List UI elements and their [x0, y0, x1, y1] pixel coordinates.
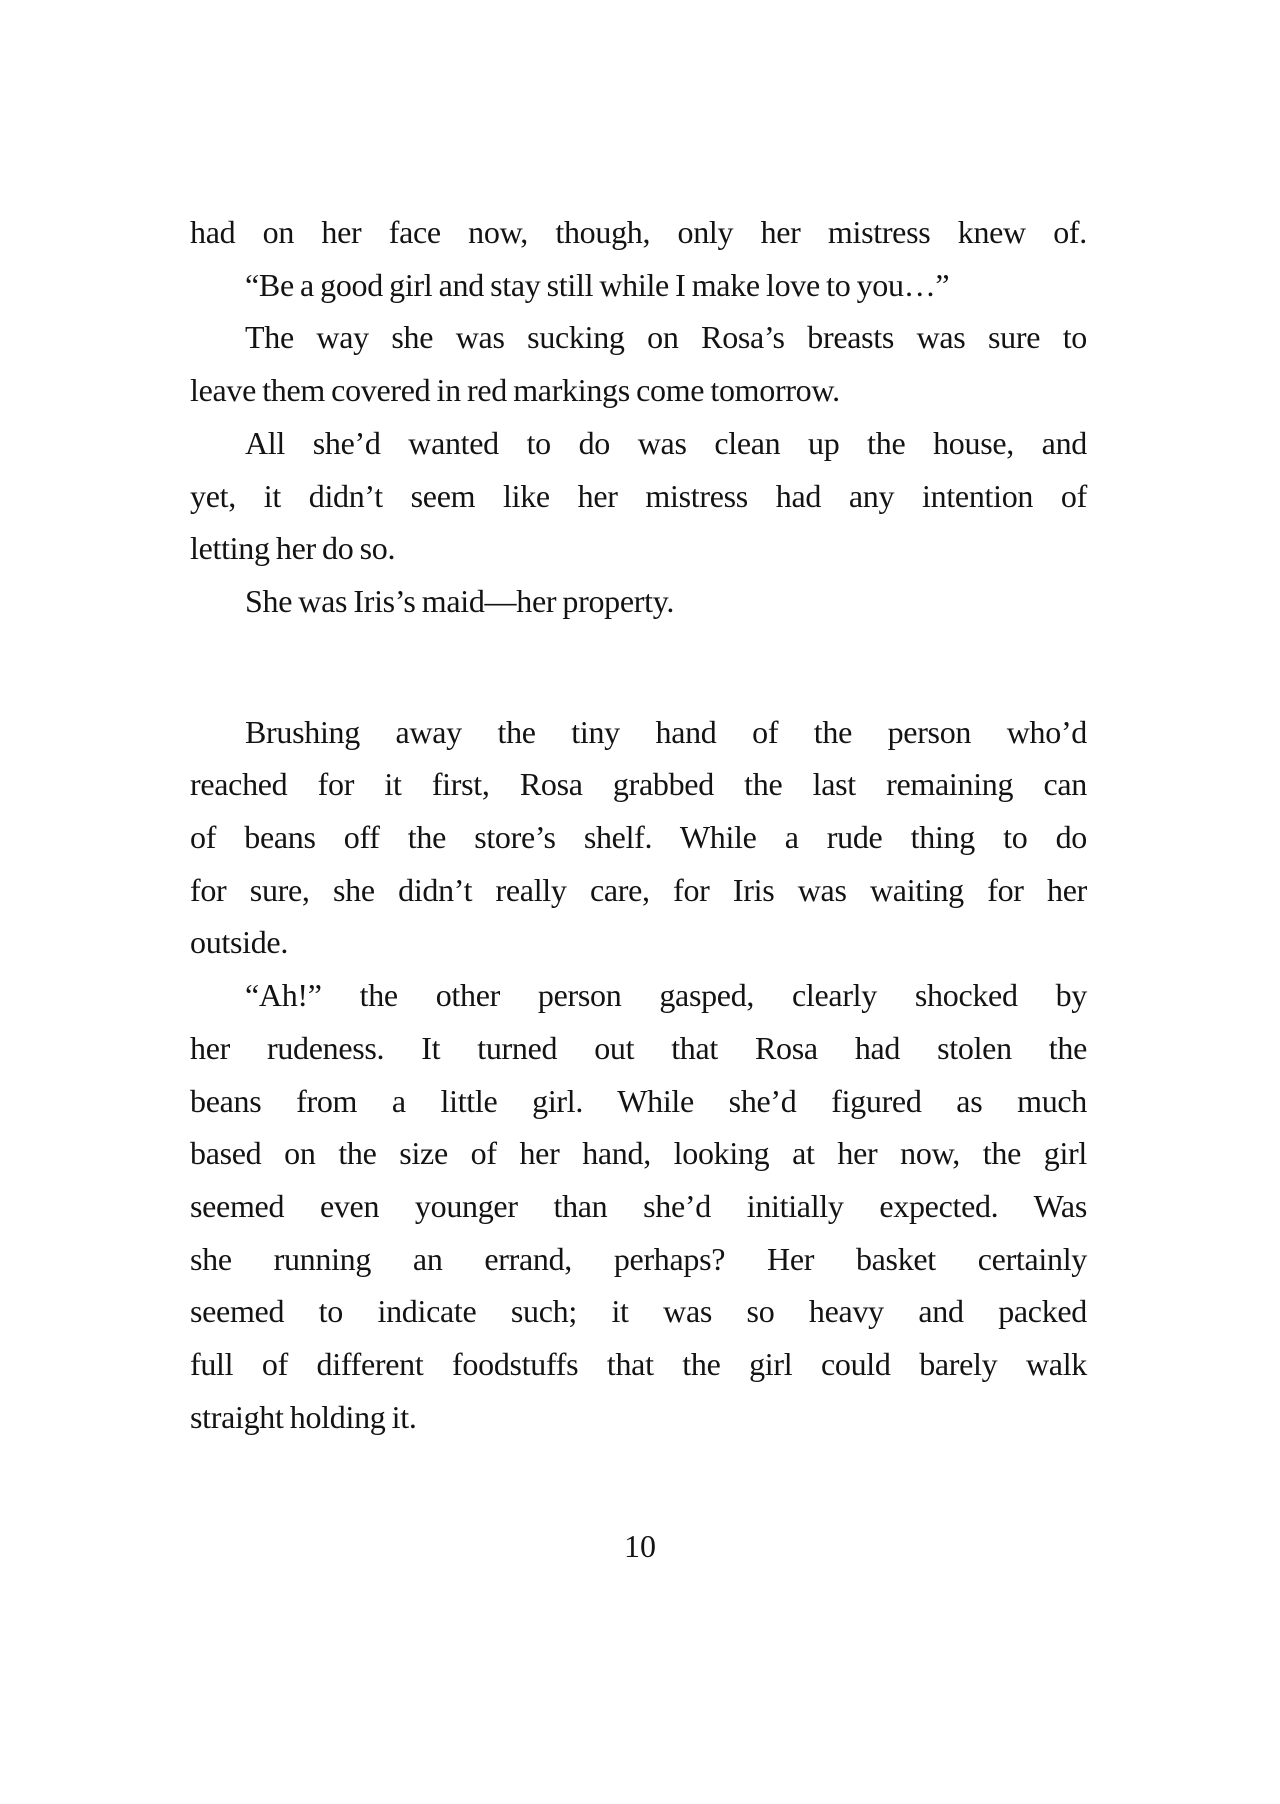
text-line: “Be a good girl and stay still while I make love to you…”: [245, 266, 950, 303]
text-line: she running an errand, perhaps? Her basket certainly: [190, 1240, 1087, 1277]
paragraph: [190, 706, 1087, 970]
text-line: leave them covered in red markings come tomorrow.: [190, 372, 840, 409]
text-line: full of different foodstuffs that the girl could barely walk: [190, 1346, 1087, 1383]
text-line: had on her face now, though, only her mistress knew of.: [190, 214, 1087, 250]
text-line: seemed to indicate such; it was so heavy and packed: [190, 1293, 1087, 1330]
text-line: straight holding it.: [190, 1398, 417, 1435]
text-line: her rudeness. It turned out that Rosa had stolen the: [190, 1029, 1087, 1066]
text-line: She was Iris’s maid—her property.: [245, 582, 675, 619]
text-line: for sure, she didn’t really care, for Iris was waiting for her: [190, 871, 1087, 908]
text-line: letting her do so.: [190, 530, 396, 567]
text-line: The way she was sucking on Rosa’s breasts was sure to: [245, 319, 1087, 356]
text-line: outside.: [190, 924, 289, 961]
text-line: beans from a little girl. While she’d figured as much: [190, 1082, 1087, 1119]
paragraph: [190, 259, 1087, 312]
paragraph: [190, 311, 1087, 416]
text-line: based on the size of her hand, looking at her now, the girl: [190, 1135, 1087, 1172]
text-line: of beans off the store’s shelf. While a rude thing to do: [190, 819, 1087, 856]
text-line: reached for it first, Rosa grabbed the last remaining can: [190, 766, 1087, 803]
text-line: seemed even younger than she’d initially expected. Was: [190, 1187, 1087, 1224]
text-line: yet, it didn’t seem like her mistress had any intention of: [190, 477, 1087, 514]
text-line: Brushing away the tiny hand of the person who’d: [245, 713, 1087, 750]
paragraph: [190, 206, 1087, 259]
page-number: 10: [624, 1528, 656, 1564]
paragraph: [190, 969, 1087, 1443]
text-line: “Ah!” the other person gasped, clearly shocked by: [245, 977, 1087, 1014]
body-text: [190, 206, 1087, 1443]
paragraph: [190, 575, 1087, 628]
text-line: All she’d wanted to do was clean up the house, and: [245, 424, 1087, 461]
paragraph: [190, 417, 1087, 575]
